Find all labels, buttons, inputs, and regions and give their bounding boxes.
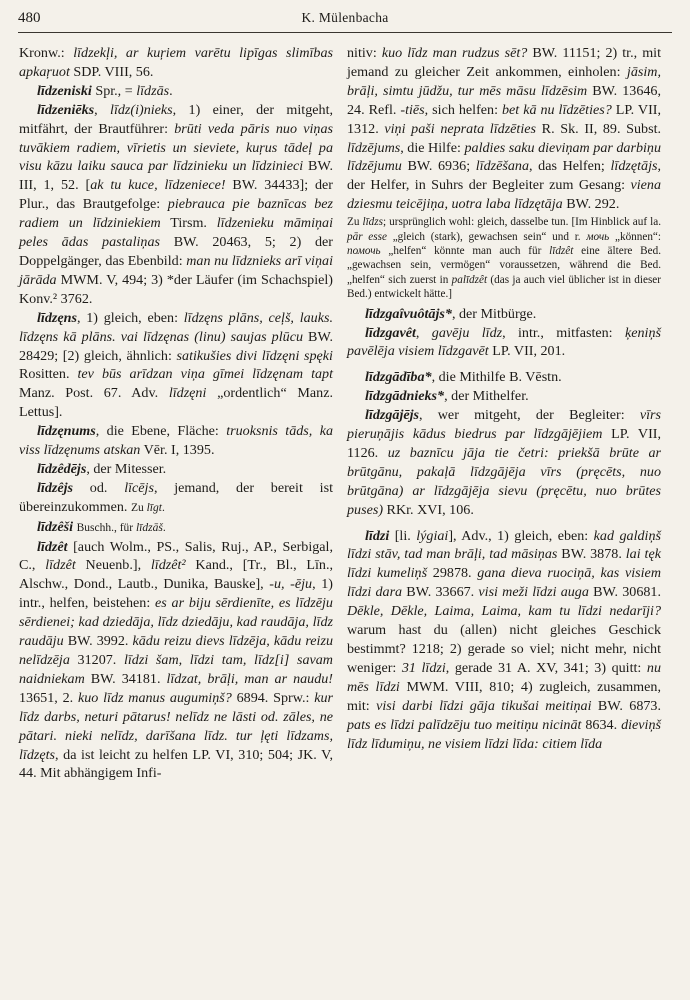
running-head: K. Mülenbacha [301, 10, 389, 25]
dictionary-entry: līdzęnums, die Ebene, Fläche: truoksnis tāds, ka viss līdzęnums atskan Vēr. I, 1395. [19, 423, 333, 459]
dictionary-entry: līdzgavêt, gavēju līdz, intr., mitfasten: ķeniņš pavēlēja visiem līdzgavēt LP. VII, 201. [347, 324, 661, 360]
dictionary-entry: līdzgādnieks*, der Mithelfer. [365, 388, 529, 405]
dictionary-entry: līdzi [li. lýgiai], Adv., 1) gleich, eben: kad galdiņš līdzi stāv, tad man brāļi, tad māsiņas BW. 3878. lai tęk līdzi kumeliņš 29878. gana dieva ruociņā, kas visiem līdzi dara BW. 33667. visi meži līdzi auga BW. 30681. Dēkle, Dēkle, Laima, Laima, kam tu līdzi nedarīji? warum hast du (allen) nicht gleiches Geschick bestimmt? 1218; 2) gerade so viel; nicht mehr, nicht weniger: 31 līdzi, gerade 31 A. XV, 341; 3) quitt: nu mēs līdzi MWM. VIII, 810; 4) zugleich, zusammen, mit: visi darbi līdzi gāja tikušai meitiņai BW. 6873. pats es līdzi palīdzēju tuo meitiņu nicināt 8634. dieviņš līdz līdumiņu, ne visiem līdzi līda: citiem līda [347, 527, 661, 752]
left-column [19, 44, 333, 783]
dictionary-entry: līdzêši Buschh., für līdzāš. [37, 518, 166, 535]
dictionary-entry: līdzeniēks, līdz(i)nieks, 1) einer, der mitgeht, mitfährt, der Brautführer: brūti veda pāris nuo viņas tuvākiem radiem, vīrietis un sieviete, kuŗus tādeļ pa visu kāzu laiku sauca par līdzinieku un līdzinieci BW. III, 1, 52. [ak tu kuce, līdzeniece! BW. 34433]; der Plur., das Brautgefolge: piebrauca pie baznīcas bez radiem un līdziniekiem Tirsm. līdzenieku māmiņai peles ādas pastaliņas BW. 20463, 5; 2) der Doppelgänger, das Ebenbild: man nu līdznieks arī viņai jārāda MWM. V, 494; 3) *der Läufer (im Schachspiel) Konv.² 3762. [19, 101, 334, 307]
continued-text: nitiv: kuo līdz man rudzus sēt? BW. 11151; 2) tr., mit jemand zu gleicher Zeit ankommen, einholen: jāsim, brāļi, simtu jūdžu, tur mēs māsu līdzēsim BW. 13646, 24. Refl. -tiēs, sich helfen: bet kā nu līdzēties? LP. VII, 1312. viņi paši neprata līdzēties R. Sk. II, 89. Subst. līdzējums, die Hilfe: paldies saku dieviņam par darbiņu līdzējumu BW. 6936; līdzēšana, das Helfen; līdzętājs, der Helfer, in Suhrs der Begleiter zum Gesang: viena dziesmu teicējiņa, uotra laba līdzętāja BW. 292. [347, 45, 662, 213]
dictionary-entry: līdzgaîvuôtājs*, der Mitbürge. [365, 305, 537, 322]
dictionary-entry: līdzêdējs, der Mitesser. [37, 460, 167, 477]
continued-text: Kronw.: līdzekļi, ar kuŗiem varētu lipīgas slimības apkaŗuot SDP. VIII, 56. [19, 45, 333, 80]
dictionary-entry: līdzêjs od. līcējs, jemand, der bereit ist übereinzukommen. Zu līgt. [19, 479, 333, 515]
dictionary-entry: līdzęns, 1) gleich, eben: līdzęns plāns, ceļš, lauks. līdzęns kā plāns. vai līdzęnas (linu) saujas plūcu BW. 28429; [2) gleich, ähnlich: satikušies divi līdzęni spęki Rositten. tev būs arīdzan viņa gīmei līdzęnam tapt Manz. Post. 67. Adv. līdzęni „ordentlich“ Manz. Lettus]. [19, 309, 333, 421]
dictionary-entry: līdzêt [auch Wolm., PS., Salis, Ruj., AP., Serbigal, C., līdzêt Neuenb.], līdzêt² Kand., [Tr., Bl., Līn., Alschw., Dond., Lautb., Dunika, Bauske], -u, -ēju, 1) intr., helfen, beistehen: es ar biju sērdienīte, es līdzēju sērdienei; kad dziedāja, līdz dziedāju, kad raudāja, līdz raudāju BW. 3992. kādu reizu dievs līdzēja, kādu reizu nelīdzēja 31207. līdzi šam, līdzi tam, līdz[i] savam naidniekam BW. 34181. līdzat, brāļi, man ar naudu! 13651, 2. kuo līdz manus augumiņš? 6894. Sprw.: kur līdz darbs, neturi pātarus! nelīdz ne lāsti od. zāles, ne pātari. nieki nelīdz, darīšana līdz. tur ļęti līdzams, līdzęts, da ist leicht zu helfen LP. VI, 310; 504; JK. V, 44. Mit abhängigem Infi- [19, 538, 334, 782]
dictionary-entry: līdzeniski Spr., = līdzās. [37, 82, 173, 99]
etymology-note: Zu līdzs; ursprünglich wohl: gleich, dasselbe tun. [Im Hinblick auf la. pār esse „gleich (stark), gewachsen sein“ und r. мочь „können“: помочь „helfen“ könnte man auch für līdzêt eine ältere Bed. „gewachsen sein, vermögen“ voraussetzen, während die Bed. „helfen“ sich zuerst in palīdzêt (das ja auch viel üblicher ist in dieser Bed.) entwickelt hätte.] [347, 216, 661, 301]
dictionary-entry: līdzgādība*, die Mithilfe B. Vēstn. [365, 369, 562, 386]
page-header [18, 6, 672, 33]
page-number: 480 [18, 10, 41, 26]
dictionary-entry: līdzgājējs, wer mitgeht, der Begleiter: vīrs pieruņājis kādus biedrus par līdzgājējiem LP. VII, 1126. uz baznīcu jāja tie četri: priekšā brūte ar brūtgānu, pakaļā līdzgājēja vīrs (pręcēts, nuo brūtgāna) ar līdzgājēja sievu (pręcētu, nuo brūtes puses) RKr. XVI, 106. [347, 407, 662, 518]
right-column [347, 44, 661, 753]
